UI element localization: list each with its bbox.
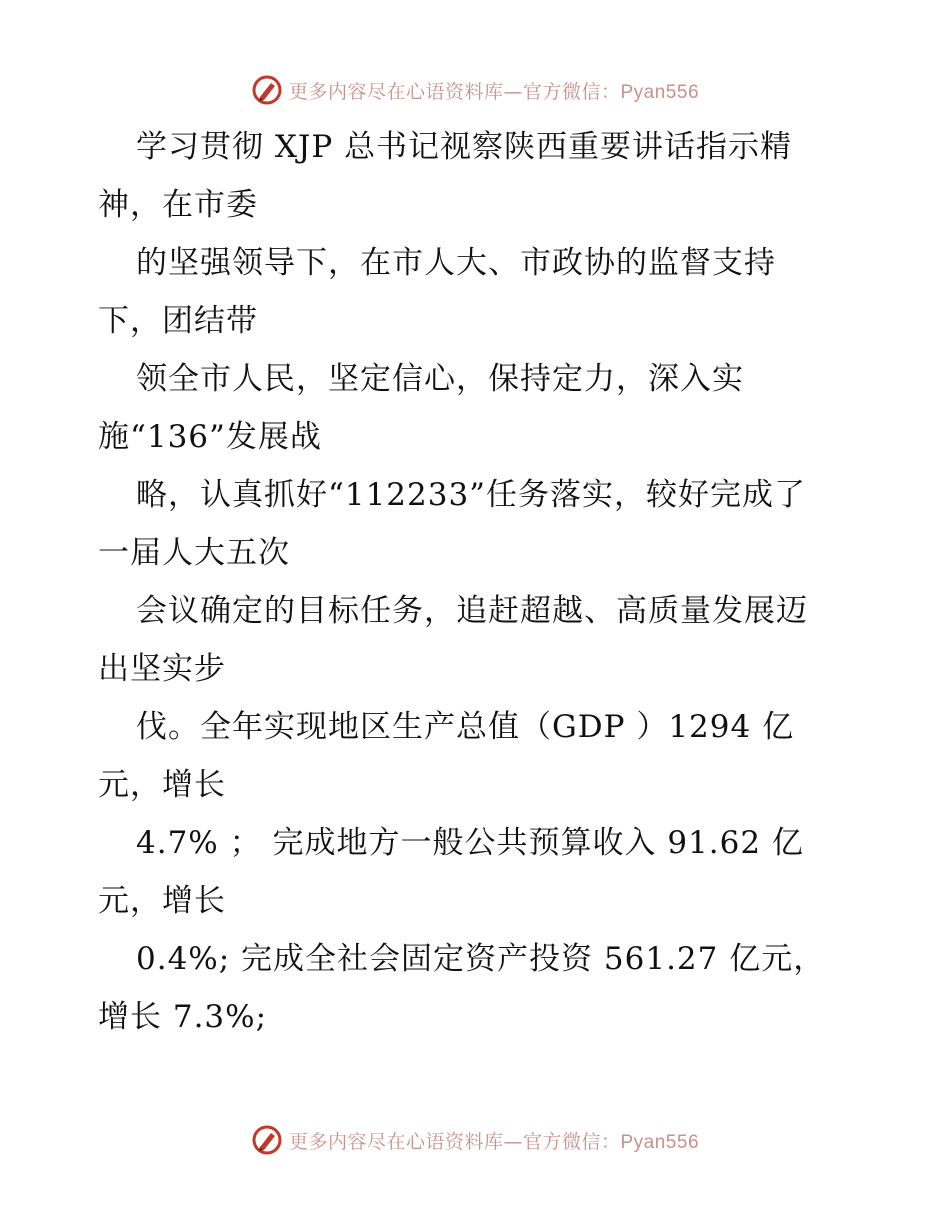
- footer-brand-bar: [0, 1120, 950, 1160]
- body-line: 一届人大五次: [98, 535, 290, 571]
- pen-logo-icon: [251, 74, 283, 106]
- header-brand-id: Pyan556: [620, 81, 700, 103]
- body-line: 施“136”发展战: [98, 419, 322, 455]
- footer-brand-text: [289, 1127, 699, 1154]
- document-body: [98, 118, 878, 1046]
- header-brand-cn: 更多内容尽在心语资料库—官方微信：: [288, 80, 621, 103]
- body-line: 元，增长: [98, 883, 226, 919]
- body-line: 伐。全年实现地区生产总值（GDP ）1294 亿: [136, 709, 795, 745]
- body-line: 学习贯彻 XJP 总书记视察陕西重要讲话指示精: [136, 129, 793, 165]
- body-line: 略，认真抓好“112233”任务落实，较好完成了: [136, 477, 807, 513]
- body-line: 会议确定的目标任务，追赶超越、高质量发展迈: [136, 593, 808, 629]
- body-line: 元，增长: [98, 767, 226, 803]
- header-brand-text: [289, 77, 699, 104]
- footer-brand-id: Pyan556: [620, 1131, 700, 1153]
- header-brand-bar: [0, 70, 950, 110]
- body-line: 4.7% ； 完成地方一般公共预算收入 91.62 亿: [136, 825, 804, 861]
- body-line: 0.4%; 完成全社会固定资产投资 561.27 亿元，: [136, 941, 826, 977]
- body-line: 出坚实步: [98, 651, 226, 687]
- body-line: 增长 7.3%;: [98, 999, 268, 1035]
- body-line: 神，在市委: [98, 187, 258, 223]
- footer-brand-cn: 更多内容尽在心语资料库—官方微信：: [288, 1130, 621, 1153]
- pen-logo-icon: [251, 1124, 283, 1156]
- body-line: 的坚强领导下，在市人大、市政协的监督支持: [136, 245, 776, 281]
- body-line: 下，团结带: [98, 303, 258, 339]
- body-line: 领全市人民，坚定信心，保持定力，深入实: [136, 361, 744, 397]
